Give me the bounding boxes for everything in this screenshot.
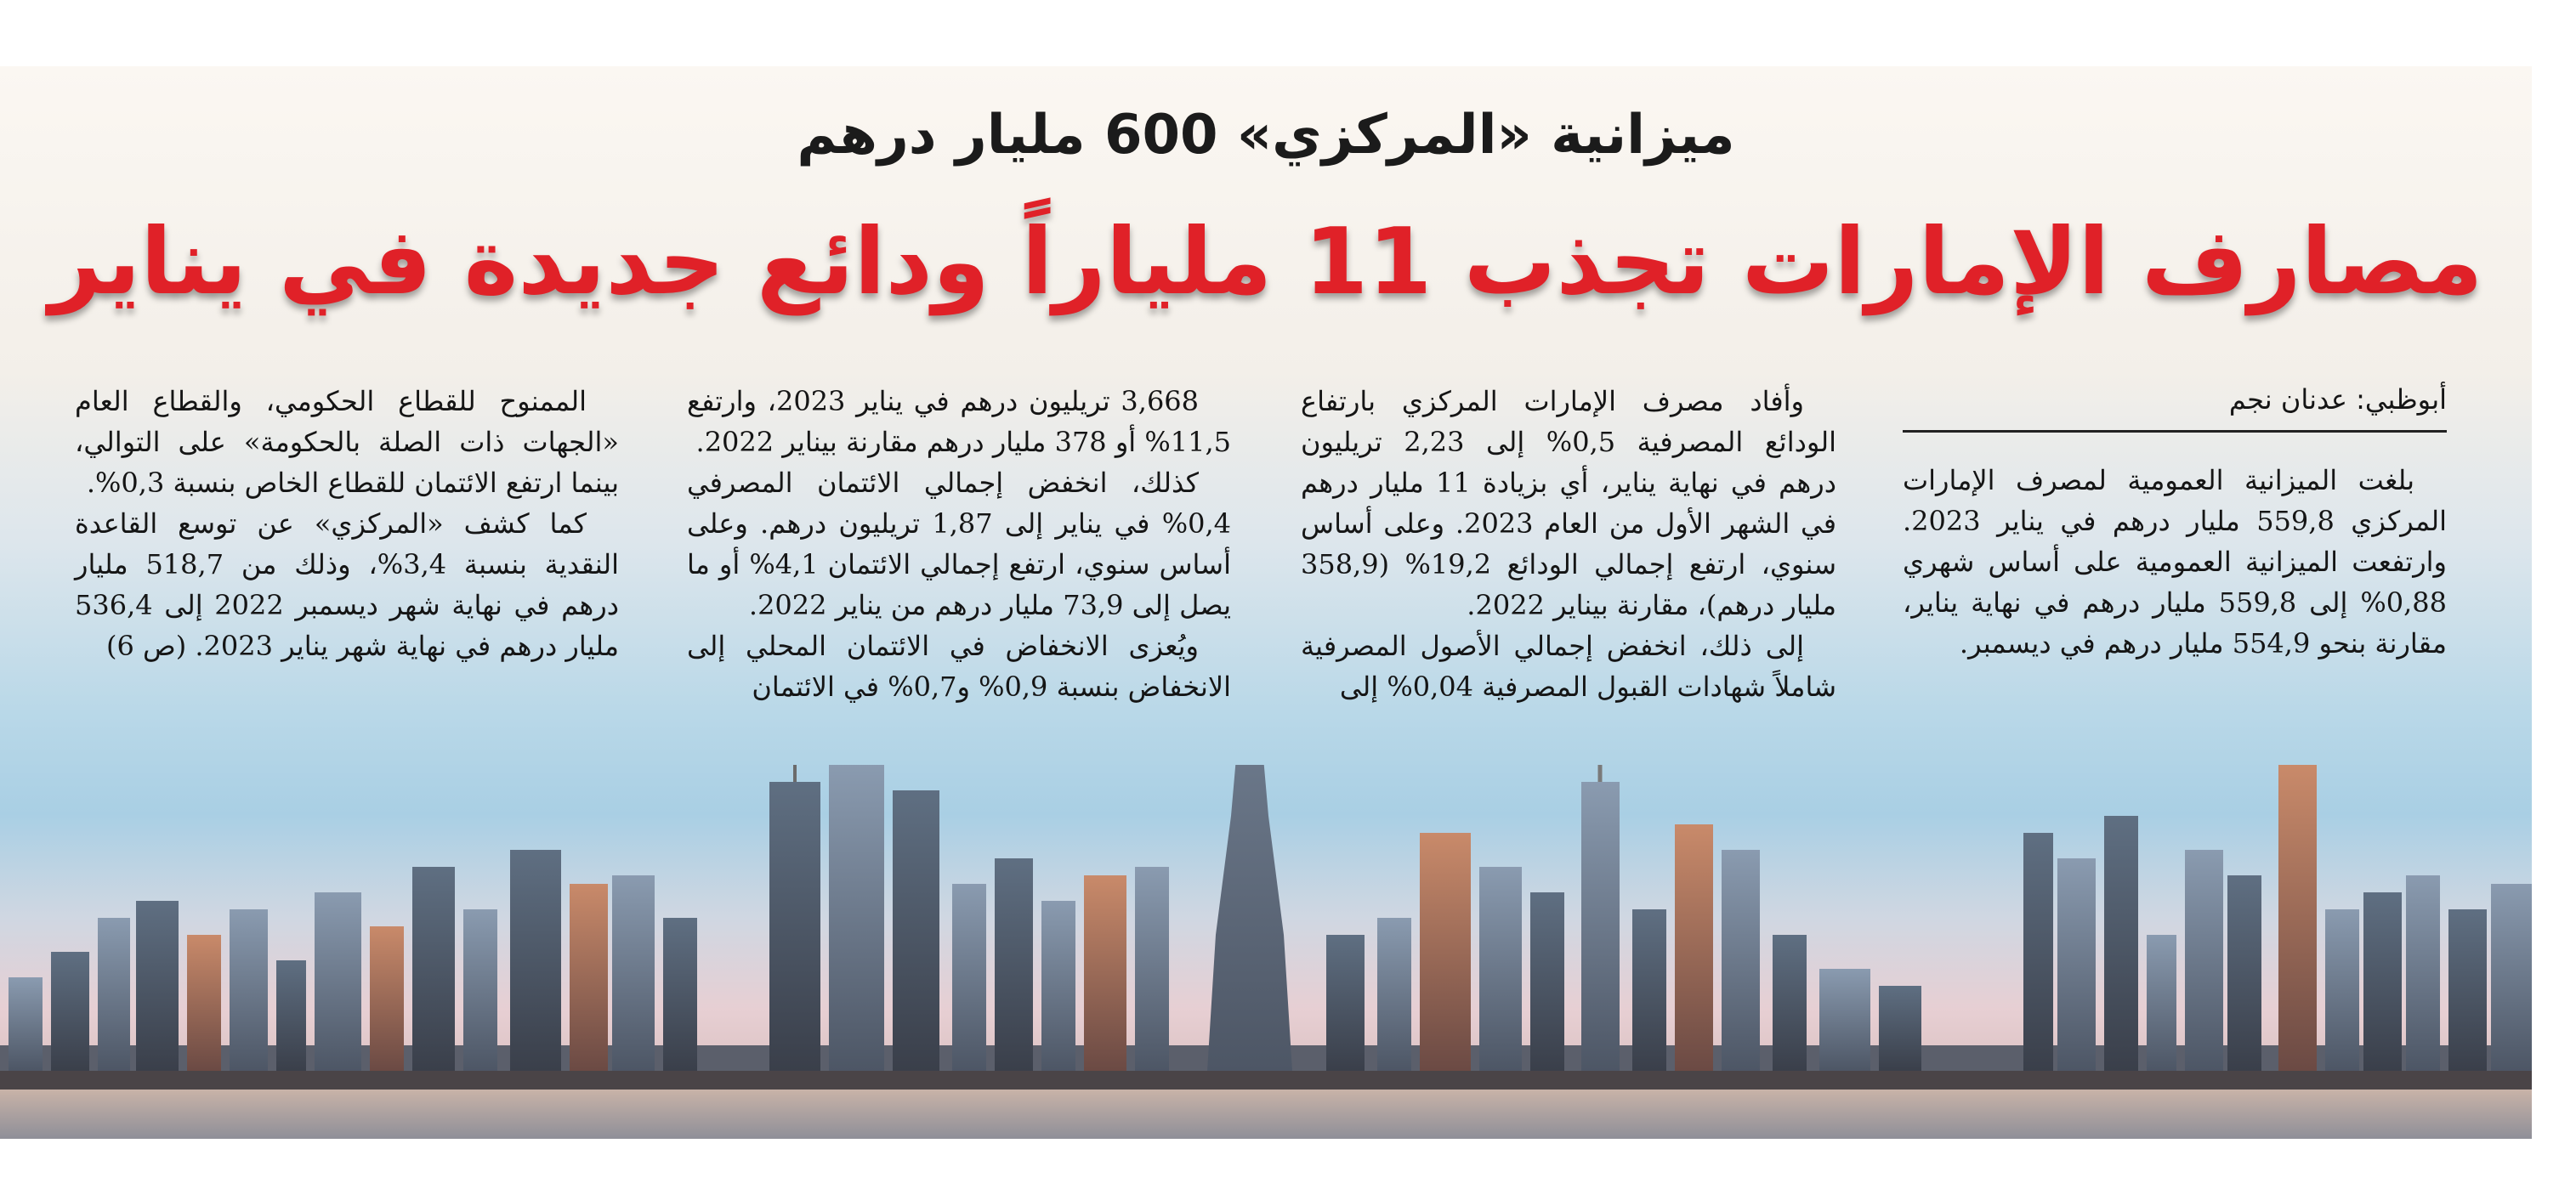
article-column-4 bbox=[75, 381, 619, 666]
article-column-2 bbox=[1301, 381, 1836, 707]
article-column-1 bbox=[1903, 381, 2447, 664]
article-kicker: ميزانية «المركزي» 600 مليار درهم bbox=[797, 104, 1735, 167]
paragraph: الممنوح للقطاع الحكومي، والقطاع العام «الجهات ذات الصلة بالحكومة» على التوالي، بينما ارتفع الائتمان للقطاع الخاص بنسبة 0,3%. bbox=[75, 385, 619, 499]
article-headline: مصارف الإمارات تجذب 11 ملياراً ودائع جديدة في يناير bbox=[48, 209, 2483, 315]
article-column-3 bbox=[687, 381, 1231, 707]
paragraph: 3,668 تريليون درهم في يناير 2023، وارتفع 11,5% أو 378 مليار درهم مقارنة بيناير 2022. bbox=[687, 385, 1231, 458]
newspaper-page bbox=[0, 66, 2532, 1139]
paragraph: ويُعزى الانخفاض في الائتمان المحلي إلى الانخفاض بنسبة 0,9% و0,7% في الائتمان bbox=[687, 630, 1231, 703]
paragraph: إلى ذلك، انخفض إجمالي الأصول المصرفية شاملاً شهادات القبول المصرفية 0,04% إلى bbox=[1301, 630, 1836, 703]
dubai-skyline-photo bbox=[0, 765, 2532, 1139]
paragraph: بلغت الميزانية العمومية لمصرف الإمارات المركزي 559,8 مليار درهم في يناير 2023. وارتفعت الميزانية العمومية على أساس شهري 0,88% إلى 559,8 مليار درهم في نهاية يناير، مقارنة بنحو 554,9 مليار درهم في ديسمبر. bbox=[1903, 464, 2448, 659]
paragraph: كما كشف «المركزي» عن توسع القاعدة النقدية بنسبة 3,4%، وذلك من 518,7 مليار درهم في نهاية شهر ديسمبر 2022 إلى 536,4 مليار درهم في نهاية شهر يناير 2023. (ص 6) bbox=[75, 507, 620, 662]
paragraph: كذلك، انخفض إجمالي الائتمان المصرفي 0,4% في يناير إلى 1,87 تريليون درهم. وعلى أساس سنوي، ارتفع إجمالي الائتمان 4,1% أو ما يصل إلى 73,9 مليار درهم من يناير 2022. bbox=[687, 467, 1232, 621]
article-byline: أبوظبي: عدنان نجم bbox=[1903, 381, 2447, 433]
paragraph: وأفاد مصرف الإمارات المركزي بارتفاع الودائع المصرفية 0,5% إلى 2,23 تريليون درهم في نهاية يناير، أي بزيادة 11 مليار درهم في الشهر الأول من العام 2023. وعلى أساس سنوي، ارتفع إجمالي الودائع 19,2% (358,9 مليار درهم)، مقارنة بيناير 2022. bbox=[1301, 385, 1837, 621]
